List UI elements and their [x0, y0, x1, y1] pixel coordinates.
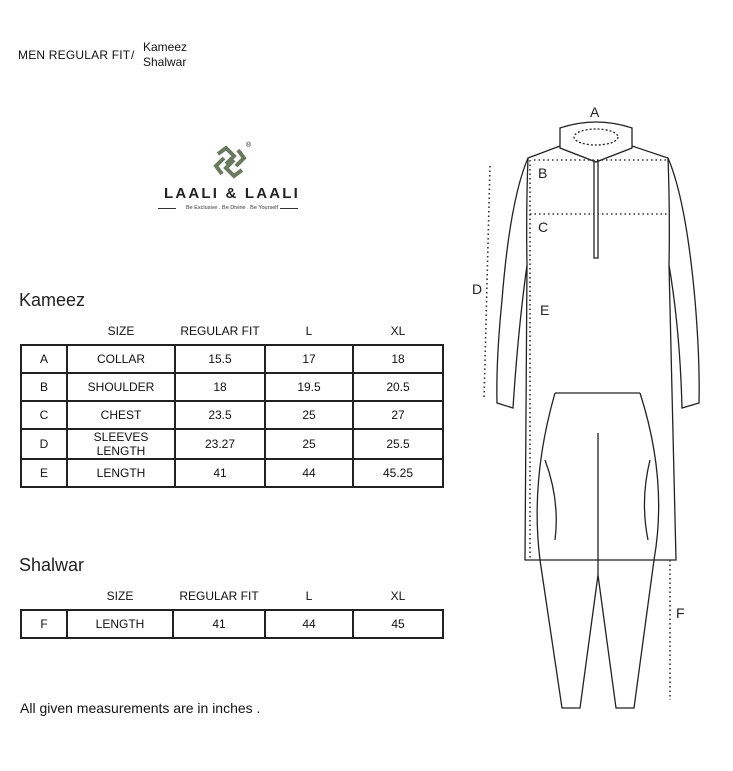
- header-cell: XL: [390, 324, 406, 338]
- row-value: 25.5: [353, 429, 443, 459]
- row-code: C: [21, 401, 67, 429]
- logo-name: LAALI & LAALI: [163, 185, 301, 202]
- header-cell: REGULAR FIT: [180, 324, 260, 338]
- measurement-note: All given measurements are in inches .: [20, 700, 261, 716]
- row-code: E: [21, 459, 67, 487]
- row-measure: CHEST: [67, 401, 175, 429]
- header-cell: [21, 318, 67, 345]
- label-c: C: [538, 219, 549, 235]
- label-d: D: [472, 281, 483, 297]
- collar-outline: [560, 122, 632, 162]
- row-code: A: [21, 345, 67, 373]
- row-measure: SLEEVES LENGTH: [67, 429, 175, 459]
- registered-mark: ®: [246, 142, 252, 149]
- header-cell: REGULAR FIT: [179, 589, 259, 603]
- brand-logo: [152, 140, 312, 215]
- row-value: 15.5: [175, 345, 265, 373]
- breadcrumb-category: MEN REGULAR FIT: [18, 48, 131, 62]
- row-value: 19.5: [265, 373, 353, 401]
- placket: [594, 160, 598, 258]
- row-value: 23.5: [175, 401, 265, 429]
- table-row: [21, 401, 443, 429]
- row-value: 23.27: [175, 429, 265, 459]
- row-value: 41: [175, 459, 265, 487]
- row-code: F: [21, 610, 67, 638]
- header-cell: XL: [390, 589, 406, 603]
- row-value: 41: [173, 610, 265, 638]
- table-row: [21, 429, 443, 459]
- row-value: 27: [353, 401, 443, 429]
- row-value: 25: [265, 401, 353, 429]
- table-row: [21, 459, 443, 487]
- row-value: 25: [265, 429, 353, 459]
- sleeve-line: [484, 166, 490, 400]
- header-cell: SIZE: [107, 324, 135, 338]
- row-value: 45: [353, 610, 443, 638]
- header-cell: SIZE: [106, 589, 134, 603]
- row-value: 44: [265, 459, 353, 487]
- header-cell: [21, 583, 67, 610]
- row-value: 44: [265, 610, 353, 638]
- row-value: 18: [175, 373, 265, 401]
- table-header-row: [21, 583, 443, 610]
- label-a: A: [590, 104, 600, 120]
- logo-tagline: Be Exclusive . Be Divine . Be Yourself: [185, 205, 279, 211]
- breadcrumb-product-line1: Kameez: [143, 40, 188, 54]
- collar-opening: [574, 129, 618, 145]
- header-cell: L: [305, 324, 313, 338]
- row-measure: SHOULDER: [67, 373, 175, 401]
- breadcrumb-product-line2: Shalwar: [143, 55, 187, 69]
- row-value: 20.5: [353, 373, 443, 401]
- table-header-row: [21, 318, 443, 345]
- row-value: 45.25: [353, 459, 443, 487]
- label-b: B: [538, 165, 548, 181]
- label-e: E: [540, 302, 550, 318]
- logo-line-right: [280, 208, 298, 209]
- header-cell: L: [305, 589, 313, 603]
- row-measure: LENGTH: [67, 610, 173, 638]
- kameez-shalwar-illustration: [465, 95, 715, 715]
- row-code: D: [21, 429, 67, 459]
- shalwar-title: Shalwar: [19, 555, 85, 575]
- row-code: B: [21, 373, 67, 401]
- shalwar-size-table: [20, 583, 444, 639]
- kameez-title: Kameez: [19, 290, 86, 310]
- row-value: 17: [265, 345, 353, 373]
- table-row: [21, 373, 443, 401]
- row-measure: LENGTH: [67, 459, 175, 487]
- table-row: [21, 345, 443, 373]
- logo-mark-icon: [212, 144, 248, 180]
- breadcrumb-separator: /: [131, 48, 135, 62]
- row-measure: COLLAR: [67, 345, 175, 373]
- row-value: 18: [353, 345, 443, 373]
- table-row: [21, 610, 443, 638]
- label-f: F: [676, 605, 685, 621]
- kameez-size-table: [20, 318, 444, 488]
- breadcrumb-product: [143, 40, 187, 70]
